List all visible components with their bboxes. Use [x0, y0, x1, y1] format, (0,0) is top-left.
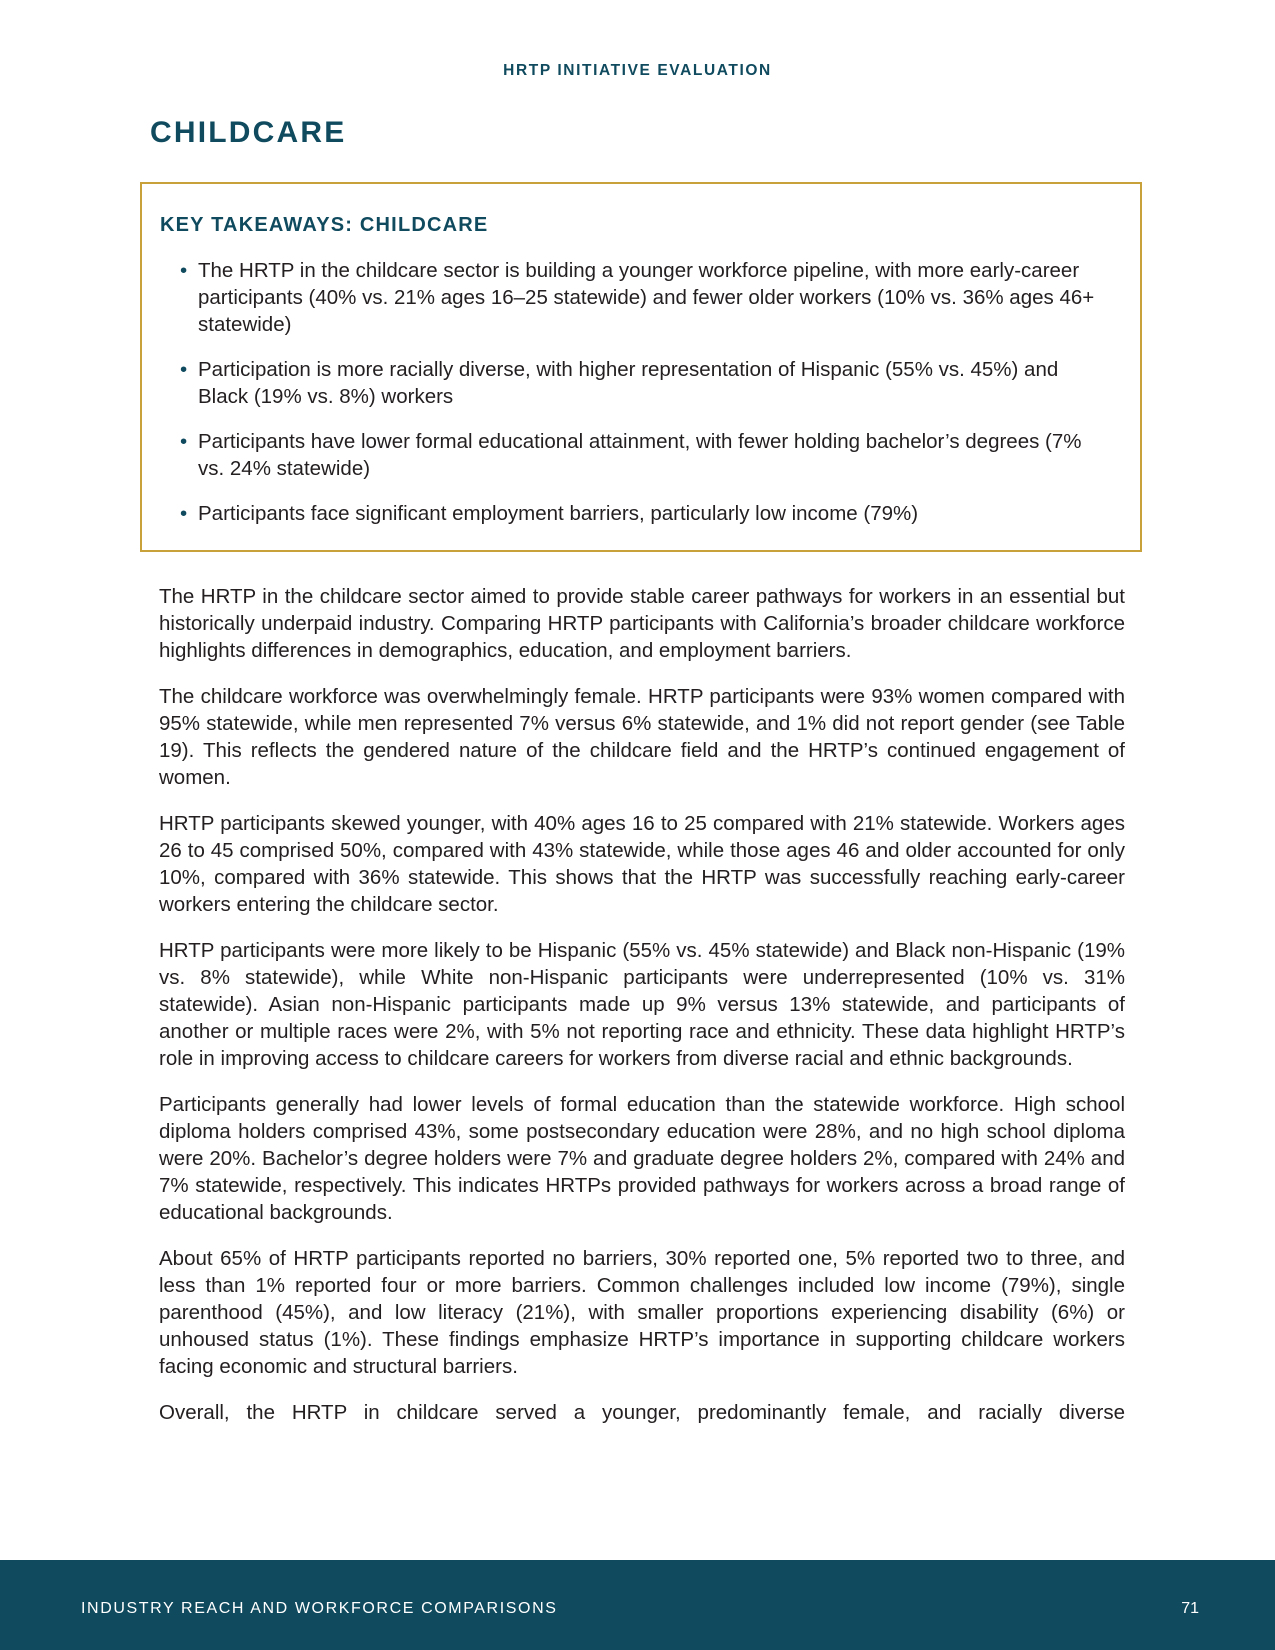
bullet-icon: • — [180, 502, 188, 525]
body-paragraph: HRTP participants skewed younger, with 40% ages 16 to 25 compared with 21% statewide. Workers ages 26 to 45 comprised 50%, compared with 43% statewide, while those ages 46 and older accounted for only 10%, compared with 36% statewide. This shows that the HRTP was successfully reaching early-career workers entering the childcare sector. — [159, 812, 1125, 916]
body-paragraph: HRTP participants were more likely to be Hispanic (55% vs. 45% statewide) and Black non-Hispanic (19% vs. 8% statewide), while White non-Hispanic participants were underrepresented (10% vs. 31% statewide). Asian non-Hispanic participants made up 9% versus 13% statewide, and participants of another or multiple races were 2%, with 5% not reporting race and ethnicity. These data highlight HRTP’s role in improving access to childcare careers for workers from diverse racial and ethnic backgrounds. — [159, 939, 1125, 1070]
key-takeaways-box — [140, 182, 1142, 552]
body-paragraph: About 65% of HRTP participants reported no barriers, 30% reported one, 5% reported two to three, and less than 1% reported four or more barriers. Common challenges included low income (79%), single parenthood (45%), and low literacy (21%), with smaller proportions experiencing disability (6%) or unhoused status (1%). These findings emphasize HRTP’s importance in supporting childcare workers facing economic and structural barriers. — [159, 1247, 1125, 1378]
body-text — [159, 583, 1125, 1445]
bullet-icon: • — [180, 259, 188, 282]
running-header: HRTP INITIATIVE EVALUATION — [503, 62, 772, 79]
page-footer — [0, 1560, 1275, 1650]
takeaway-text: Participants have lower formal educational attainment, with fewer holding bachelor’s degrees (7% vs. 24% statewide) — [198, 430, 1082, 480]
takeaway-text: Participation is more racially diverse, with higher representation of Hispanic (55% vs. 45%) and Black (19% vs. 8%) workers — [198, 358, 1059, 408]
key-takeaways-title: KEY TAKEAWAYS: CHILDCARE — [160, 214, 489, 236]
takeaway-item — [160, 428, 1100, 482]
takeaway-item — [160, 356, 1100, 410]
takeaway-item — [160, 500, 1100, 527]
body-paragraph: The childcare workforce was overwhelmingly female. HRTP participants were 93% women compared with 95% statewide, while men represented 7% versus 6% statewide, and 1% did not report gender (see Table 19). This reflects the gendered nature of the childcare field and the HRTP’s continued engagement of women. — [159, 685, 1125, 789]
body-paragraph: The HRTP in the childcare sector aimed to provide stable career pathways for workers in an essential but historically underpaid industry. Comparing HRTP participants with California’s broader childcare workforce highlights differences in demographics, education, and employment barriers. — [159, 585, 1125, 662]
body-paragraph: Participants generally had lower levels of formal education than the statewide workforce. High school diploma holders comprised 43%, some postsecondary education were 28%, and no high school diploma were 20%. Bachelor’s degree holders were 7% and graduate degree holders 2%, compared with 24% and 7% statewide, respectively. This indicates HRTPs provided pathways for workers across a broad range of educational backgrounds. — [159, 1093, 1125, 1224]
footer-section-label: INDUSTRY REACH AND WORKFORCE COMPARISONS — [81, 1600, 558, 1617]
takeaway-item — [160, 257, 1100, 338]
section-title: CHILDCARE — [150, 116, 347, 149]
key-takeaways-list — [160, 257, 1100, 527]
takeaway-text: The HRTP in the childcare sector is building a younger workforce pipeline, with more early-career participants (40% vs. 21% ages 16–25 statewide) and fewer older workers (10% vs. 36% ages 46+ statewide) — [198, 259, 1095, 336]
bullet-icon: • — [180, 430, 188, 453]
takeaway-text: Participants face significant employment barriers, particularly low income (79%) — [198, 502, 919, 525]
bullet-icon: • — [180, 358, 188, 381]
page-number: 71 — [1181, 1600, 1199, 1617]
body-paragraph-continued: Overall, the HRTP in childcare served a younger, predominantly female, and racially diverse — [159, 1401, 1125, 1424]
